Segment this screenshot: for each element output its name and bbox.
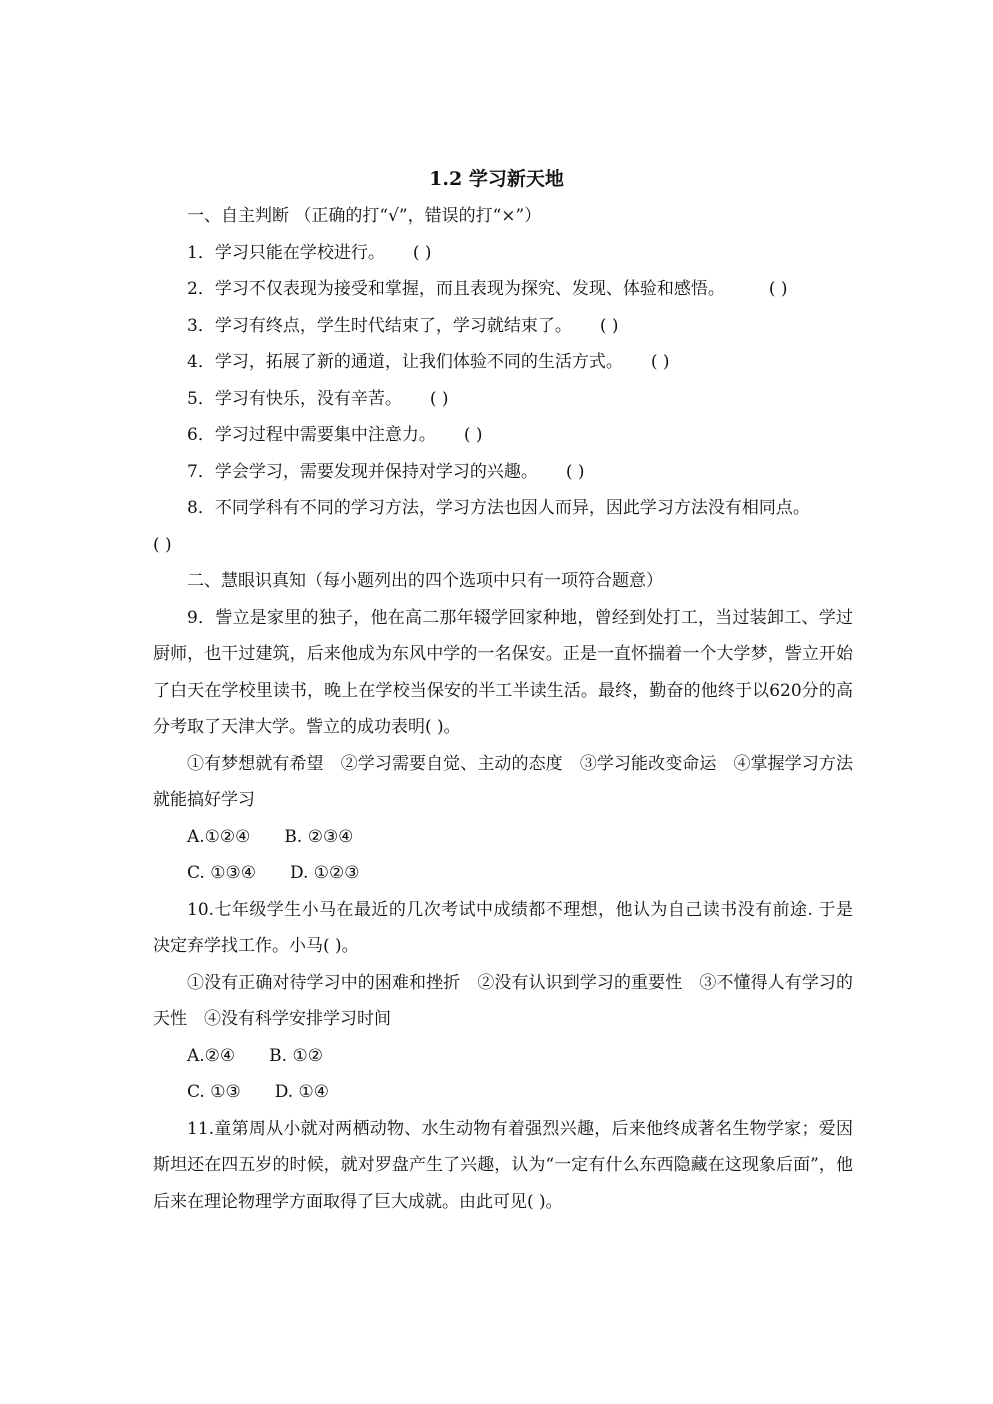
- question-10-statements: ①没有正确对待学习中的困难和挫折 ②没有认识到学习的重要性 ③不懂得人有学习的天性 ④没有科学安排学习时间: [153, 972, 853, 1029]
- answer-blank: ( ): [463, 425, 483, 445]
- question-10-options-row2: [153, 1074, 853, 1111]
- worksheet-body: [153, 198, 853, 1220]
- section1-heading: 一、自主判断 （正确的打“√”，错误的打“×”）: [187, 206, 542, 226]
- question-9-options-row1: [153, 819, 853, 856]
- question-8-blank-line: [153, 527, 853, 564]
- question-text: 1．学习只能在学校进行。: [187, 242, 385, 263]
- question-text: 7．学会学习，需要发现并保持对学习的兴趣。: [187, 461, 538, 482]
- question-10-stem: 10.七年级学生小马在最近的几次考试中成绩都不理想，他认为自己读书没有前途. 于是决定弃学找工作。小马( )。: [153, 899, 853, 956]
- option-c: C. ①③④: [187, 863, 256, 883]
- option-b: B. ②③④: [284, 826, 354, 847]
- option-d: D. ①②③: [289, 863, 360, 883]
- answer-blank: ( ): [650, 352, 670, 372]
- answer-blank: ( ): [412, 242, 432, 263]
- answer-blank: ( ): [153, 534, 172, 555]
- question-2: [153, 271, 853, 308]
- answer-blank: ( ): [429, 388, 449, 409]
- question-6: [153, 417, 853, 454]
- question-3: [153, 308, 853, 345]
- option-b: B. ①②: [269, 1045, 323, 1066]
- question-text: 6．学习过程中需要集中注意力。: [187, 425, 436, 445]
- question-text: 3．学习有终点，学生时代结束了，学习就结束了。: [187, 315, 572, 336]
- question-8: [153, 490, 853, 527]
- option-a: A.②④: [187, 1045, 236, 1066]
- question-11-stem: 11.童第周从小就对两栖动物、水生动物有着强烈兴趣，后来他终成著名生物学家；爱因斯坦还在四五岁的时候，就对罗盘产生了兴趣，认为“一定有什么东西隐藏在这现象后面”，他后来在理论物理学方面取得了巨大成就。由此可见( )。: [153, 1118, 853, 1212]
- answer-blank: ( ): [599, 315, 619, 336]
- answer-blank: ( ): [565, 461, 585, 482]
- section2-heading: 二、慧眼识真知（每小题列出的四个选项中只有一项符合题意）: [187, 571, 663, 591]
- answer-blank: ( ): [768, 279, 788, 299]
- question-9-options-row2: [153, 855, 853, 892]
- question-text: 2．学习不仅表现为接受和掌握，而且表现为探究、发现、体验和感悟。: [187, 279, 725, 299]
- question-9-statements: ①有梦想就有希望 ②学习需要自觉、主动的态度 ③学习能改变命运 ④掌握学习方法就能搞好学习: [153, 753, 853, 810]
- question-text: 5．学习有快乐，没有辛苦。: [187, 388, 402, 409]
- question-10-options-row1: [153, 1038, 853, 1075]
- question-4: [153, 344, 853, 381]
- option-a: A.①②④: [187, 826, 251, 847]
- question-1: [153, 235, 853, 272]
- question-5: [153, 381, 853, 418]
- option-c: C. ①③: [187, 1082, 241, 1102]
- page-title: 1.2 学习新天地: [429, 168, 564, 190]
- question-text: 4．学习，拓展了新的通道，让我们体验不同的生活方式。: [187, 352, 623, 372]
- question-9-stem: 9．訾立是家里的独子，他在高二那年辍学回家种地，曾经到处打工，当过装卸工、学过厨师，也干过建筑，后来他成为东风中学的一名保安。正是一直怀揣着一个大学梦，訾立开始了白天在学校里读书，晚上在学校当保安的半工半读生活。最终，勤奋的他终于以620分的高分考取了天津大学。訾立的成功表明( )。: [153, 607, 853, 737]
- question-7: [153, 454, 853, 491]
- question-text: 8．不同学科有不同的学习方法，学习方法也因人而异，因此学习方法没有相同点。: [187, 498, 810, 518]
- option-d: D. ①④: [274, 1082, 330, 1102]
